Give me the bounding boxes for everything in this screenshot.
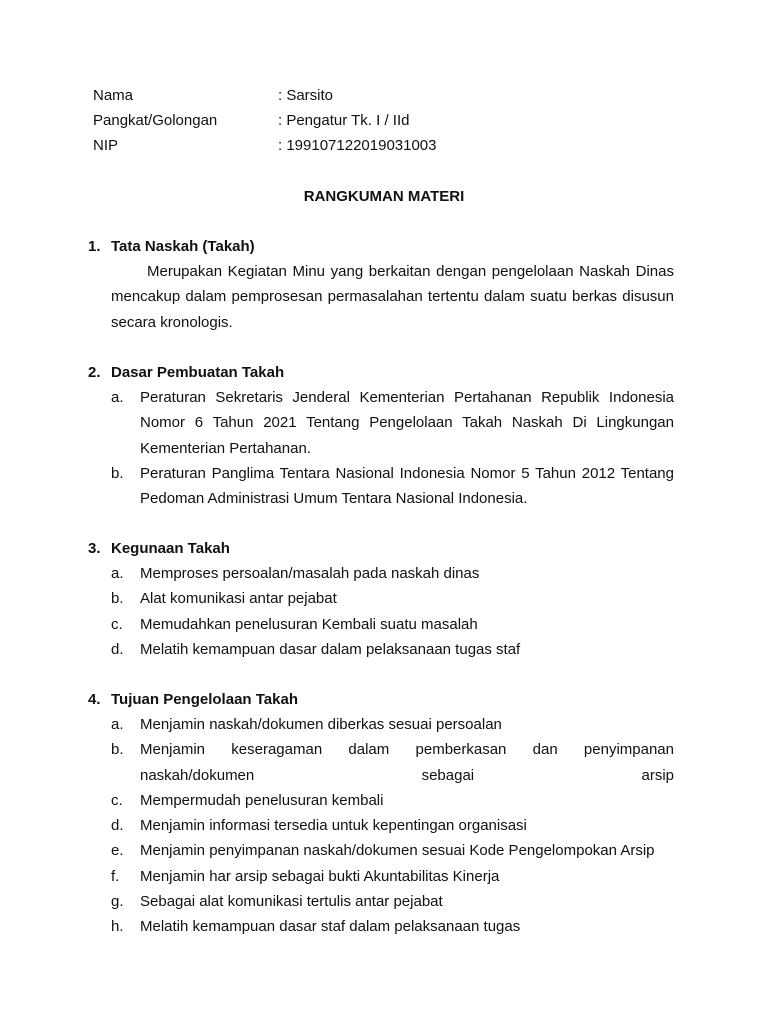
list-item	[111, 461, 674, 512]
section-heading	[88, 234, 674, 259]
identity-value: : Sarsito	[278, 87, 334, 104]
list-item	[111, 637, 674, 662]
list-item-text: Memproses persoalan/masalah pada naskah dinas	[140, 565, 480, 582]
section-heading	[88, 536, 674, 561]
identity-value: : 199107122019031003	[278, 137, 437, 154]
section-dasar-pembuatan	[88, 360, 674, 511]
section-title: Tujuan Pengelolaan Takah	[111, 691, 298, 708]
identity-label: NIP	[93, 137, 119, 154]
list-marker: d.	[111, 817, 124, 835]
list-item	[111, 586, 674, 611]
list-item	[111, 889, 674, 914]
list-item-text: Melatih kemampuan dasar dalam pelaksanaan tugas staf	[140, 640, 521, 658]
list-item	[111, 561, 674, 586]
list-marker: a.	[111, 565, 124, 582]
section-paragraph: Merupakan Kegiatan Minu yang berkaitan dengan pengelolaan Naskah Dinas mencakup dalam pemprosesan permasalahan tertentu dalam suatu berkas disusun secara kronologis.	[111, 263, 674, 331]
list-item	[111, 864, 674, 889]
list-marker: f.	[111, 867, 120, 885]
list-marker: h.	[111, 918, 124, 936]
list-item-text: Menjamin keseragaman dalam pemberkasan dan penyimpanan naskah/dokumen sebagai arsip	[140, 741, 674, 784]
section-heading	[88, 687, 674, 712]
section-list	[88, 385, 674, 511]
list-item	[111, 838, 674, 863]
list-marker: a.	[111, 389, 124, 406]
list-item-text: Peraturan Sekretaris Jenderal Kementerian Pertahanan Republik Indonesia Nomor 6 Tahun 2021 Tentang Pengelolaan Takah Naskah Di Lingkungan Kementerian Pertahanan.	[140, 389, 674, 457]
list-marker: a.	[111, 716, 124, 733]
section-heading	[88, 360, 674, 385]
list-item	[111, 385, 674, 461]
section-number: 4.	[88, 691, 101, 708]
list-item-text: Menjamin har arsip sebagai bukti Akuntabilitas Kinerja	[140, 867, 500, 885]
list-marker: b.	[111, 464, 124, 482]
list-marker: g.	[111, 893, 124, 911]
list-marker: b.	[111, 741, 124, 759]
list-marker: b.	[111, 590, 124, 608]
section-list	[88, 712, 674, 940]
list-item	[111, 788, 674, 813]
section-tata-naskah	[88, 234, 674, 335]
list-marker: c.	[111, 791, 123, 809]
document-title: RANGKUMAN MATERI	[303, 188, 465, 205]
list-marker: c.	[111, 615, 123, 633]
list-item-text: Menjamin penyimpanan naskah/dokumen sesuai Kode Pengelompokan Arsip	[140, 842, 655, 860]
list-item-text: Alat komunikasi antar pejabat	[140, 590, 337, 608]
list-item-text: Mempermudah penelusuran kembali	[140, 791, 384, 809]
list-marker: e.	[111, 842, 124, 860]
section-number: 1.	[88, 238, 101, 255]
section-number: 3.	[88, 540, 101, 557]
section-title: Dasar Pembuatan Takah	[111, 364, 285, 381]
identity-value: : Pengatur Tk. I / IId	[278, 112, 410, 129]
identity-label: Pangkat/Golongan	[93, 112, 218, 129]
list-item-text: Memudahkan penelusuran Kembali suatu masalah	[140, 615, 478, 633]
list-item-text: Sebagai alat komunikasi tertulis antar pejabat	[140, 893, 443, 911]
section-tujuan-pengelolaan	[88, 687, 674, 940]
list-item-text: Menjamin naskah/dokumen diberkas sesuai persoalan	[140, 716, 502, 733]
list-marker: d.	[111, 640, 124, 658]
list-item	[111, 813, 674, 838]
list-item	[111, 612, 674, 637]
list-item	[111, 737, 674, 788]
section-list	[88, 561, 674, 662]
list-item	[111, 914, 674, 939]
section-title: Kegunaan Takah	[111, 540, 230, 557]
section-kegunaan	[88, 536, 674, 662]
list-item-text: Melatih kemampuan dasar staf dalam pelaksanaan tugas	[140, 918, 521, 936]
list-item	[111, 712, 674, 737]
section-number: 2.	[88, 364, 101, 381]
list-item-text: Menjamin informasi tersedia untuk kepentingan organisasi	[140, 817, 527, 835]
list-item-text: Peraturan Panglima Tentara Nasional Indonesia Nomor 5 Tahun 2012 Tentang Pedoman Administrasi Umum Tentara Nasional Indonesia.	[140, 464, 674, 508]
section-title: Tata Naskah (Takah)	[111, 238, 255, 255]
identity-label: Nama	[93, 87, 134, 104]
